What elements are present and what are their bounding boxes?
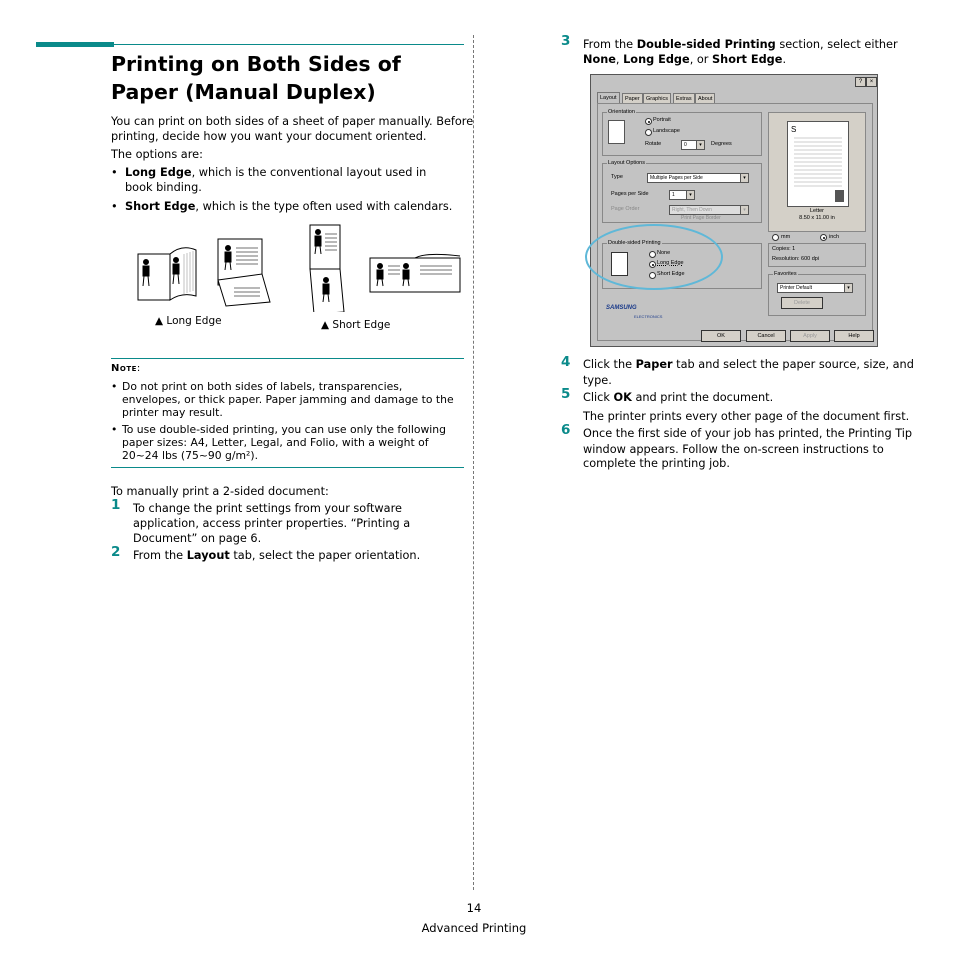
- step-text: Click the: [583, 358, 636, 371]
- help-button[interactable]: Help: [834, 330, 874, 342]
- note-line: printer may result.: [122, 406, 223, 419]
- step-text: tab, select the paper orientation.: [229, 549, 421, 562]
- step-text: Click: [583, 391, 614, 404]
- layout-type-select[interactable]: [647, 173, 749, 183]
- step-text: From the: [583, 38, 637, 51]
- step-5-line-1: [583, 390, 773, 405]
- type-label: Type: [611, 174, 623, 180]
- dropdown-arrow-icon: ▾: [740, 206, 748, 214]
- portrait-radio[interactable]: [645, 118, 652, 125]
- radio-label: Portrait: [653, 117, 671, 123]
- step-bold: Double-sided Printing: [636, 38, 776, 51]
- radio-label: inch: [829, 234, 840, 240]
- step-bold: Short Edge: [712, 53, 783, 66]
- radio-label: None: [657, 250, 671, 256]
- step-text: From the: [133, 549, 187, 562]
- dropdown-arrow-icon: ▾: [696, 141, 704, 149]
- group-label: Layout Options: [608, 160, 645, 166]
- step-1-line-1: To change the print settings from your software: [133, 502, 402, 515]
- favorites-select[interactable]: [777, 283, 853, 293]
- radio-label: Long Edge: [657, 260, 684, 266]
- combo-value: Multiple Pages per Side: [650, 175, 703, 181]
- step-4-line-2: type.: [583, 374, 612, 387]
- printer-properties-dialog: [590, 74, 878, 347]
- step-number-1: 1: [111, 497, 121, 513]
- bullet-dot: •: [111, 166, 118, 179]
- page-order-select[interactable]: [669, 205, 749, 215]
- note-line: paper sizes: A4, Letter, Legal, and Folio, with a weight of: [122, 436, 429, 449]
- note-line: Do not print on both sides of labels, transparencies,: [122, 380, 403, 393]
- step-bold: Layout: [186, 549, 230, 562]
- note-line: envelopes, or thick paper. Paper jamming and damage to the: [122, 393, 454, 406]
- step-text: ,: [615, 53, 624, 66]
- page-title: Printing on Both Sides of Paper (Manual Duplex): [111, 52, 401, 104]
- step-text: and print the document.: [631, 391, 774, 404]
- intro-line-2: printing, decide how you want your document oriented.: [111, 130, 427, 143]
- bullet-dot: •: [111, 380, 118, 393]
- step-3-line-1: [583, 37, 898, 52]
- note-top-rule: [111, 358, 464, 359]
- combo-value: 1: [672, 192, 675, 198]
- mm-radio[interactable]: [772, 234, 779, 241]
- dropdown-arrow-icon: ▾: [844, 284, 852, 292]
- pages-per-side-select[interactable]: [669, 190, 695, 200]
- pages-per-side-label: Pages per Side: [611, 191, 649, 197]
- step-1-line-3: Document” on page 6.: [133, 532, 262, 545]
- step-bold: OK: [613, 391, 632, 404]
- portrait-page-icon: [608, 120, 625, 144]
- orientation-group: [602, 109, 762, 156]
- step-text: .: [782, 53, 787, 66]
- close-title-button[interactable]: ×: [866, 77, 877, 87]
- dropdown-arrow-icon: ▾: [686, 191, 694, 199]
- landscape-radio[interactable]: [645, 129, 652, 136]
- step-1-line-2: application, access printer properties. “Printing a: [133, 517, 411, 530]
- preview-text-lines: [788, 122, 848, 206]
- rotate-select[interactable]: [681, 140, 705, 150]
- bullet-text: , which is the conventional layout used in: [191, 166, 427, 179]
- short-edge-calendar: [370, 254, 460, 292]
- page-order-label: Page Order: [611, 206, 640, 212]
- long-edge-book: [138, 248, 196, 300]
- caption-short-edge: ▲ Short Edge: [321, 319, 391, 331]
- step-bold: Paper: [635, 358, 673, 371]
- samsung-logo: SAMSUNG: [606, 305, 637, 311]
- rotate-label: Rotate: [645, 141, 662, 147]
- step-6-line-2: window appears. Follow the on-screen instructions to: [583, 443, 884, 456]
- status-box: [768, 243, 866, 267]
- degrees-label: Degrees: [711, 141, 732, 147]
- bullet-text: , which is the type often used with calendars.: [195, 200, 453, 213]
- options-intro: The options are:: [111, 148, 203, 161]
- note-bottom-rule: [111, 467, 464, 468]
- group-label: Double-sided Printing: [608, 240, 661, 246]
- note-title: Note: [111, 363, 137, 374]
- paper-size: 8.50 x 11.00 in: [799, 215, 835, 221]
- favorites-delete-button[interactable]: Delete: [781, 297, 823, 309]
- step-text: section, select either: [775, 38, 898, 51]
- paper-name: Letter: [809, 208, 825, 214]
- combo-value: 0: [684, 142, 687, 148]
- layout-options-group: [602, 160, 762, 223]
- step-bold: None: [583, 53, 616, 66]
- bullet-bold: Long Edge: [125, 166, 192, 179]
- radio-label: mm: [781, 234, 791, 240]
- note-colon: :: [136, 363, 141, 374]
- dropdown-arrow-icon: ▾: [740, 174, 748, 182]
- group-label: Favorites: [774, 271, 797, 277]
- step-6-line-3: complete the printing job.: [583, 457, 730, 470]
- apply-button[interactable]: Apply: [790, 330, 830, 342]
- step-number-4: 4: [561, 354, 571, 370]
- long-edge-flip: [218, 239, 270, 306]
- step-text: , or: [689, 53, 713, 66]
- copies-text: Copies: 1: [772, 246, 796, 252]
- favorites-group: [768, 271, 866, 316]
- samsung-logo-sub: ELECTRONICS: [634, 314, 663, 319]
- svg-text:S: S: [791, 125, 797, 134]
- preview-page: [787, 121, 849, 207]
- manual-intro: To manually print a 2-sided document:: [111, 485, 329, 498]
- bullet-bold: Short Edge: [125, 200, 196, 213]
- caption-long-edge: ▲ Long Edge: [155, 315, 222, 327]
- step-number-6: 6: [561, 422, 571, 438]
- note-line: To use double-sided printing, you can use only the following: [122, 423, 446, 436]
- radio-label: Landscape: [653, 128, 680, 134]
- step-bold: Long Edge: [623, 53, 690, 66]
- help-title-button[interactable]: ?: [855, 77, 866, 87]
- column-divider: [473, 35, 474, 890]
- page-number: 14: [466, 901, 482, 915]
- cancel-button[interactable]: Cancel: [746, 330, 786, 342]
- tab-graphics[interactable]: Graphics: [643, 93, 671, 104]
- radio-label: Short Edge: [657, 271, 685, 277]
- step-number-2: 2: [111, 544, 121, 560]
- duplex-illustration: [130, 222, 470, 312]
- group-label: Orientation: [608, 109, 635, 115]
- bullet-text-2: book binding.: [125, 181, 202, 194]
- bullet-dot: •: [111, 200, 118, 213]
- step-2-text: [133, 548, 420, 563]
- step-text: tab and select the paper source, size, and: [672, 358, 914, 371]
- step-5-follow: The printer prints every other page of the document first.: [583, 410, 910, 423]
- resolution-text: Resolution: 600 dpi: [772, 256, 820, 262]
- intro-line-1: You can print on both sides of a sheet of paper manually. Before: [111, 115, 474, 128]
- page-border-checkbox[interactable]: Print Page Border: [681, 215, 721, 221]
- bullet-dot: •: [111, 423, 118, 436]
- tab-layout[interactable]: Layout: [597, 92, 620, 104]
- step-3-line-2: [583, 52, 786, 67]
- step-number-3: 3: [561, 33, 571, 49]
- tab-about[interactable]: About: [695, 93, 715, 104]
- note-heading: [111, 363, 141, 374]
- layout-panel: [597, 103, 873, 341]
- footer-section: Advanced Printing: [421, 921, 527, 935]
- short-edge-flip: [310, 225, 344, 312]
- inch-radio[interactable]: [820, 234, 827, 241]
- step-4-line-1: [583, 357, 914, 372]
- ok-button[interactable]: OK: [701, 330, 741, 342]
- tab-paper[interactable]: Paper: [622, 93, 643, 104]
- title-rule: [114, 44, 464, 45]
- combo-value: Printer Default: [780, 285, 812, 291]
- double-sided-highlight-ellipse: [585, 224, 723, 290]
- combo-value: Right, Then Down: [672, 207, 712, 213]
- step-number-5: 5: [561, 386, 571, 402]
- step-6-line-1: Once the first side of your job has printed, the Printing Tip: [583, 427, 913, 440]
- title-accent-bar: [36, 42, 114, 47]
- preview-panel: [768, 112, 866, 232]
- note-line: 20~24 lbs (75~90 g/m²).: [122, 449, 259, 462]
- tab-extras[interactable]: Extras: [673, 93, 695, 104]
